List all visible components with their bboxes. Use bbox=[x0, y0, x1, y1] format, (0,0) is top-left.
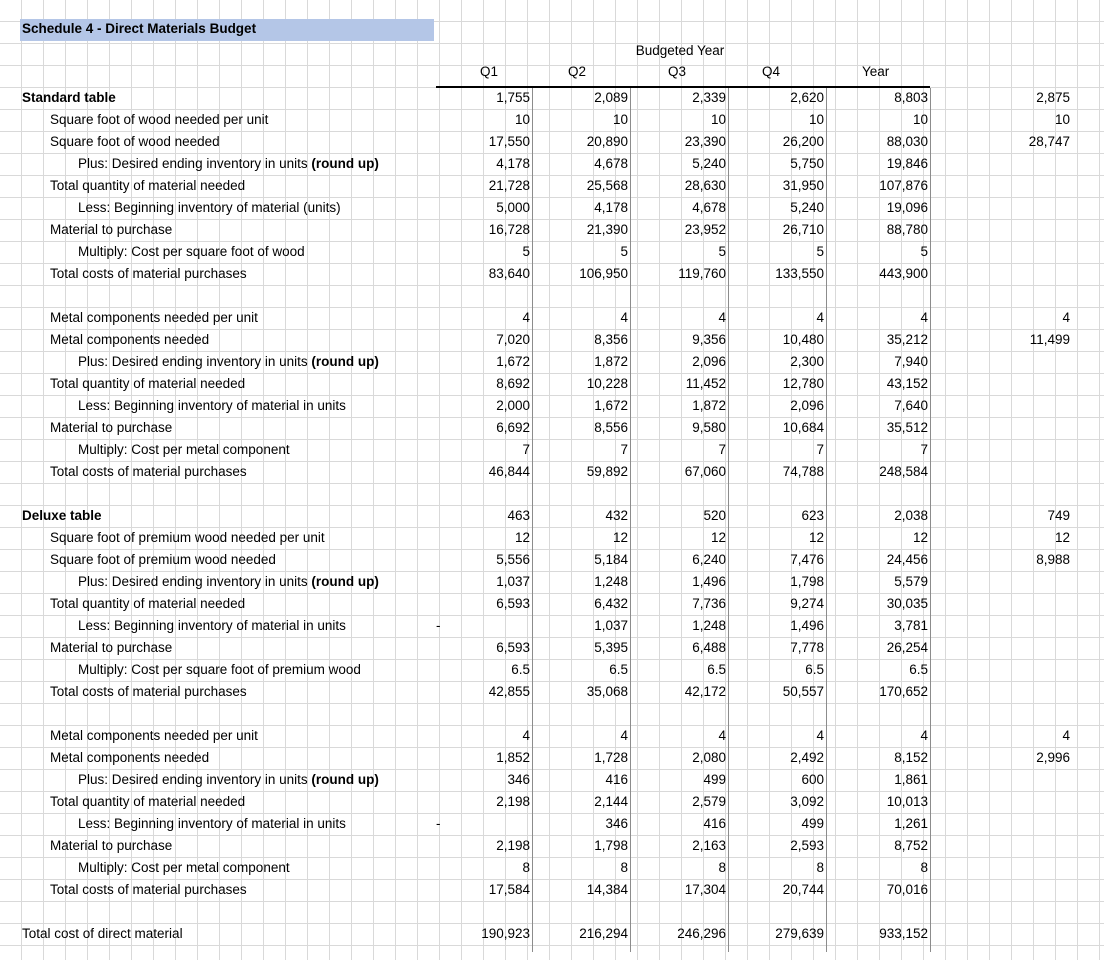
table-row bbox=[0, 616, 1104, 638]
value-q3: 1,248 bbox=[692, 618, 726, 633]
value-year: 4 bbox=[920, 310, 928, 325]
value-q1: 4,178 bbox=[496, 156, 530, 171]
sheet-title: Schedule 4 - Direct Materials Budget bbox=[22, 21, 257, 36]
value-q3: 499 bbox=[703, 772, 726, 787]
value-q1: 17,584 bbox=[488, 882, 530, 897]
value-year: 2,038 bbox=[894, 508, 928, 523]
value-q3: 8 bbox=[718, 860, 726, 875]
cell-q1[interactable] bbox=[436, 616, 532, 637]
table-row bbox=[0, 462, 1104, 484]
row-label: Plus: Desired ending inventory in units (round up) bbox=[78, 772, 379, 787]
value-q3: 23,390 bbox=[684, 134, 726, 149]
value-q2: 1,248 bbox=[594, 574, 628, 589]
value-q4: 12,780 bbox=[782, 376, 824, 391]
row-label: Total costs of material purchases bbox=[50, 266, 247, 281]
value-year: 933,152 bbox=[879, 926, 928, 941]
table-row bbox=[0, 924, 1104, 946]
value-q2: 1,728 bbox=[594, 750, 628, 765]
value-q2: 1,798 bbox=[594, 838, 628, 853]
column-header-q1: Q1 bbox=[480, 64, 499, 79]
value-year: 5,579 bbox=[894, 574, 928, 589]
value-q2: 5,184 bbox=[594, 552, 628, 567]
table-row bbox=[0, 550, 1104, 572]
row-label: Less: Beginning inventory of material in units bbox=[78, 398, 346, 413]
row-label: Square foot of premium wood needed bbox=[50, 552, 276, 567]
value-q1: 463 bbox=[507, 508, 530, 523]
round-up-note: (round up) bbox=[307, 772, 379, 787]
value-q1: 4 bbox=[522, 728, 530, 743]
row-label: Total costs of material purchases bbox=[50, 882, 247, 897]
value-q3: 520 bbox=[703, 508, 726, 523]
row-label: Square foot of wood needed bbox=[50, 134, 220, 149]
value-extra: 10 bbox=[1054, 112, 1070, 127]
row-label: Total quantity of material needed bbox=[50, 794, 246, 809]
value-q3: 6,488 bbox=[692, 640, 726, 655]
value-q1: 2,198 bbox=[496, 794, 530, 809]
value-year: 19,096 bbox=[886, 200, 928, 215]
table-row bbox=[0, 418, 1104, 440]
value-q3: 2,096 bbox=[692, 354, 726, 369]
table-row bbox=[0, 132, 1104, 154]
value-q3: 1,872 bbox=[692, 398, 726, 413]
value-q3: 5,240 bbox=[692, 156, 726, 171]
row-label: Square foot of wood needed per unit bbox=[50, 112, 269, 127]
column-header-q4: Q4 bbox=[762, 64, 781, 79]
value-q4: 5,750 bbox=[790, 156, 824, 171]
value-q4: 3,092 bbox=[790, 794, 824, 809]
table-row bbox=[0, 528, 1104, 550]
table-row bbox=[0, 374, 1104, 396]
table-row bbox=[0, 154, 1104, 176]
value-extra: 4 bbox=[1062, 310, 1070, 325]
value-q2: 1,037 bbox=[594, 618, 628, 633]
row-label: Material to purchase bbox=[50, 838, 173, 853]
table-row bbox=[0, 836, 1104, 858]
value-q3: 4,678 bbox=[692, 200, 726, 215]
table-row bbox=[0, 880, 1104, 902]
value-year: 12 bbox=[912, 530, 928, 545]
value-year: 10 bbox=[912, 112, 928, 127]
value-extra: 2,996 bbox=[1036, 750, 1070, 765]
value-q3: 28,630 bbox=[684, 178, 726, 193]
value-q2: 10 bbox=[612, 112, 628, 127]
value-year: 248,584 bbox=[879, 464, 928, 479]
table-row bbox=[0, 110, 1104, 132]
table-row bbox=[0, 440, 1104, 462]
value-year: 7,640 bbox=[894, 398, 928, 413]
table-row bbox=[0, 242, 1104, 264]
row-label: Metal components needed bbox=[50, 332, 210, 347]
value-q4: 10 bbox=[808, 112, 824, 127]
value-q4: 50,557 bbox=[782, 684, 824, 699]
table-row bbox=[0, 308, 1104, 330]
row-label: Total quantity of material needed bbox=[50, 596, 246, 611]
value-q3: 2,579 bbox=[692, 794, 726, 809]
value-q1: 8,692 bbox=[496, 376, 530, 391]
value-q2: 2,144 bbox=[594, 794, 628, 809]
row-label: Total quantity of material needed bbox=[50, 376, 246, 391]
table-row bbox=[0, 572, 1104, 594]
value-year: 5 bbox=[920, 244, 928, 259]
value-q1: 21,728 bbox=[488, 178, 530, 193]
value-q3: 6,240 bbox=[692, 552, 726, 567]
value-q4: 10,480 bbox=[782, 332, 824, 347]
value-q2: 59,892 bbox=[586, 464, 628, 479]
round-up-note: (round up) bbox=[307, 354, 379, 369]
value-extra: 12 bbox=[1054, 530, 1070, 545]
value-q1: 6,692 bbox=[496, 420, 530, 435]
value-q3: 10 bbox=[710, 112, 726, 127]
value-year: 7 bbox=[920, 442, 928, 457]
value-q2: 2,089 bbox=[594, 90, 628, 105]
value-q3: 9,356 bbox=[692, 332, 726, 347]
row-label: Metal components needed per unit bbox=[50, 728, 258, 743]
cell-q1[interactable] bbox=[436, 814, 532, 835]
value-q2: 4 bbox=[620, 728, 628, 743]
value-q2: 4,178 bbox=[594, 200, 628, 215]
row-label: Less: Beginning inventory of material in units bbox=[78, 618, 346, 633]
value-q3: 416 bbox=[703, 816, 726, 831]
dash-marker: - bbox=[436, 618, 441, 633]
value-q4: 6.5 bbox=[805, 662, 824, 677]
value-q2: 416 bbox=[605, 772, 628, 787]
value-q2: 106,950 bbox=[579, 266, 628, 281]
value-q2: 432 bbox=[605, 508, 628, 523]
value-q3: 42,172 bbox=[684, 684, 726, 699]
value-year: 26,254 bbox=[886, 640, 928, 655]
value-q4: 10,684 bbox=[782, 420, 824, 435]
value-q2: 12 bbox=[612, 530, 628, 545]
value-q1: 10 bbox=[514, 112, 530, 127]
value-q4: 2,620 bbox=[790, 90, 824, 105]
value-extra: 749 bbox=[1047, 508, 1070, 523]
value-year: 35,512 bbox=[886, 420, 928, 435]
row-label: Plus: Desired ending inventory in units (round up) bbox=[78, 354, 379, 369]
value-q4: 4 bbox=[816, 728, 824, 743]
value-q3: 1,496 bbox=[692, 574, 726, 589]
value-year: 1,261 bbox=[894, 816, 928, 831]
value-q4: 26,710 bbox=[782, 222, 824, 237]
value-q4: 8 bbox=[816, 860, 824, 875]
value-q2: 216,294 bbox=[579, 926, 628, 941]
row-label: Less: Beginning inventory of material (units) bbox=[78, 200, 341, 215]
value-q2: 35,068 bbox=[586, 684, 628, 699]
value-year: 443,900 bbox=[879, 266, 928, 281]
table-row bbox=[0, 770, 1104, 792]
value-q4: 4 bbox=[816, 310, 824, 325]
value-year: 8,803 bbox=[894, 90, 928, 105]
value-q1: 5,000 bbox=[496, 200, 530, 215]
row-label: Multiply: Cost per metal component bbox=[78, 442, 290, 457]
value-q3: 12 bbox=[710, 530, 726, 545]
value-q2: 8,556 bbox=[594, 420, 628, 435]
value-q1: 6.5 bbox=[511, 662, 530, 677]
table-row bbox=[0, 726, 1104, 748]
value-q2: 1,672 bbox=[594, 398, 628, 413]
row-label: Multiply: Cost per square foot of premium wood bbox=[78, 662, 361, 677]
value-q4: 499 bbox=[801, 816, 824, 831]
value-q1: 8 bbox=[522, 860, 530, 875]
table-row bbox=[0, 198, 1104, 220]
value-year: 7,940 bbox=[894, 354, 928, 369]
value-q2: 21,390 bbox=[586, 222, 628, 237]
value-q3: 2,339 bbox=[692, 90, 726, 105]
value-year: 10,013 bbox=[886, 794, 928, 809]
value-extra: 8,988 bbox=[1036, 552, 1070, 567]
value-q3: 7 bbox=[718, 442, 726, 457]
value-q4: 2,096 bbox=[790, 398, 824, 413]
value-q1: 2,000 bbox=[496, 398, 530, 413]
value-q1: 17,550 bbox=[488, 134, 530, 149]
value-q1: 7 bbox=[522, 442, 530, 457]
row-label: Less: Beginning inventory of material in units bbox=[78, 816, 346, 831]
table-row bbox=[0, 594, 1104, 616]
row-label: Multiply: Cost per square foot of wood bbox=[78, 244, 305, 259]
row-label: Total costs of material purchases bbox=[50, 464, 247, 479]
value-extra: 4 bbox=[1062, 728, 1070, 743]
row-label: Material to purchase bbox=[50, 222, 173, 237]
value-q3: 11,452 bbox=[685, 376, 726, 391]
value-year: 19,846 bbox=[886, 156, 928, 171]
budgeted-year-header: Budgeted Year bbox=[635, 43, 725, 58]
value-q4: 5,240 bbox=[790, 200, 824, 215]
table-row bbox=[0, 220, 1104, 242]
value-q3: 2,080 bbox=[692, 750, 726, 765]
value-q4: 1,798 bbox=[790, 574, 824, 589]
value-q2: 7 bbox=[620, 442, 628, 457]
value-q1: 1,755 bbox=[496, 90, 530, 105]
value-q1: 42,855 bbox=[488, 684, 530, 699]
table-row bbox=[0, 858, 1104, 880]
value-q4: 600 bbox=[801, 772, 824, 787]
value-q1: 5,556 bbox=[496, 552, 530, 567]
value-extra: 2,875 bbox=[1036, 90, 1070, 105]
value-year: 30,035 bbox=[886, 596, 928, 611]
value-q3: 4 bbox=[718, 728, 726, 743]
table-row bbox=[0, 682, 1104, 704]
value-q3: 2,163 bbox=[692, 838, 726, 853]
table-row bbox=[0, 638, 1104, 660]
value-year: 35,212 bbox=[886, 332, 928, 347]
value-year: 8 bbox=[920, 860, 928, 875]
value-q1: 46,844 bbox=[488, 464, 530, 479]
value-q3: 5 bbox=[718, 244, 726, 259]
table-row bbox=[0, 506, 1104, 528]
value-q4: 31,950 bbox=[782, 178, 824, 193]
value-year: 4 bbox=[920, 728, 928, 743]
value-q4: 2,593 bbox=[790, 838, 824, 853]
table-row bbox=[0, 176, 1104, 198]
value-q1: 6,593 bbox=[496, 596, 530, 611]
row-label: Material to purchase bbox=[50, 640, 173, 655]
value-year: 88,780 bbox=[886, 222, 928, 237]
row-label: Total cost of direct material bbox=[22, 926, 183, 941]
value-extra: 28,747 bbox=[1028, 134, 1070, 149]
value-q2: 6,432 bbox=[594, 596, 628, 611]
value-q2: 346 bbox=[605, 816, 628, 831]
row-label: Square foot of premium wood needed per unit bbox=[50, 530, 325, 545]
table-row bbox=[0, 660, 1104, 682]
value-q1: 7,020 bbox=[496, 332, 530, 347]
value-q1: 16,728 bbox=[488, 222, 530, 237]
value-q2: 4,678 bbox=[594, 156, 628, 171]
value-q1: 1,852 bbox=[496, 750, 530, 765]
value-year: 8,152 bbox=[894, 750, 928, 765]
value-q3: 119,760 bbox=[678, 266, 726, 281]
value-q4: 1,496 bbox=[790, 618, 824, 633]
value-q2: 8 bbox=[620, 860, 628, 875]
value-q1: 5 bbox=[522, 244, 530, 259]
section-heading: Deluxe table bbox=[22, 508, 102, 523]
column-header-year: Year bbox=[862, 64, 890, 79]
row-label: Total quantity of material needed bbox=[50, 178, 246, 193]
section-heading: Standard table bbox=[22, 90, 116, 105]
value-q1: 1,672 bbox=[496, 354, 530, 369]
value-q3: 7,736 bbox=[692, 596, 726, 611]
value-q2: 10,228 bbox=[586, 376, 628, 391]
row-label: Metal components needed bbox=[50, 750, 210, 765]
value-q4: 2,492 bbox=[790, 750, 824, 765]
value-year: 107,876 bbox=[879, 178, 928, 193]
value-q3: 246,296 bbox=[677, 926, 726, 941]
value-q3: 17,304 bbox=[684, 882, 726, 897]
value-year: 43,152 bbox=[886, 376, 928, 391]
value-q4: 7,778 bbox=[790, 640, 824, 655]
value-q4: 9,274 bbox=[790, 596, 824, 611]
value-q1: 12 bbox=[514, 530, 530, 545]
table-row bbox=[0, 748, 1104, 770]
value-year: 6.5 bbox=[909, 662, 928, 677]
value-q4: 26,200 bbox=[782, 134, 824, 149]
value-q4: 2,300 bbox=[790, 354, 824, 369]
value-q2: 1,872 bbox=[594, 354, 628, 369]
value-q2: 20,890 bbox=[586, 134, 628, 149]
value-q4: 279,639 bbox=[775, 926, 824, 941]
row-label: Plus: Desired ending inventory in units (round up) bbox=[78, 574, 379, 589]
value-year: 70,016 bbox=[886, 882, 928, 897]
value-year: 1,861 bbox=[894, 772, 928, 787]
value-q1: 4 bbox=[522, 310, 530, 325]
value-year: 3,781 bbox=[894, 618, 928, 633]
value-q2: 4 bbox=[620, 310, 628, 325]
column-header-q2: Q2 bbox=[568, 64, 587, 79]
value-q4: 133,550 bbox=[775, 266, 824, 281]
value-q4: 20,744 bbox=[782, 882, 824, 897]
table-row bbox=[0, 352, 1104, 374]
table-row bbox=[0, 814, 1104, 836]
value-q2: 25,568 bbox=[586, 178, 628, 193]
row-label: Plus: Desired ending inventory in units (round up) bbox=[78, 156, 379, 171]
value-q2: 6.5 bbox=[609, 662, 628, 677]
value-q4: 7,476 bbox=[790, 552, 824, 567]
row-label: Metal components needed per unit bbox=[50, 310, 258, 325]
value-extra: 11,499 bbox=[1029, 332, 1070, 347]
value-q3: 9,580 bbox=[692, 420, 726, 435]
value-year: 24,456 bbox=[886, 552, 928, 567]
column-header-q3: Q3 bbox=[668, 64, 687, 79]
row-label: Multiply: Cost per metal component bbox=[78, 860, 290, 875]
value-q4: 7 bbox=[816, 442, 824, 457]
round-up-note: (round up) bbox=[307, 574, 379, 589]
value-q2: 5,395 bbox=[594, 640, 628, 655]
value-year: 8,752 bbox=[894, 838, 928, 853]
value-q1: 2,198 bbox=[496, 838, 530, 853]
value-q3: 4 bbox=[718, 310, 726, 325]
table-row bbox=[0, 330, 1104, 352]
value-q4: 12 bbox=[808, 530, 824, 545]
dash-marker: - bbox=[436, 816, 441, 831]
value-q2: 5 bbox=[620, 244, 628, 259]
value-q4: 5 bbox=[816, 244, 824, 259]
value-year: 88,030 bbox=[886, 134, 928, 149]
value-q1: 190,923 bbox=[481, 926, 530, 941]
table-row bbox=[0, 792, 1104, 814]
table-row bbox=[0, 264, 1104, 286]
value-q4: 74,788 bbox=[782, 464, 824, 479]
value-q1: 6,593 bbox=[496, 640, 530, 655]
value-q1: 1,037 bbox=[496, 574, 530, 589]
value-q3: 6.5 bbox=[707, 662, 726, 677]
value-q1: 346 bbox=[507, 772, 530, 787]
value-q1: 83,640 bbox=[488, 266, 530, 281]
row-label: Material to purchase bbox=[50, 420, 173, 435]
row-label: Total costs of material purchases bbox=[50, 684, 247, 699]
value-q4: 623 bbox=[801, 508, 824, 523]
value-q2: 14,384 bbox=[586, 882, 628, 897]
value-q3: 23,952 bbox=[684, 222, 726, 237]
value-q3: 67,060 bbox=[684, 464, 726, 479]
round-up-note: (round up) bbox=[307, 156, 379, 171]
value-year: 170,652 bbox=[879, 684, 928, 699]
value-q2: 8,356 bbox=[594, 332, 628, 347]
table-row bbox=[0, 396, 1104, 418]
table-row bbox=[0, 88, 1104, 110]
